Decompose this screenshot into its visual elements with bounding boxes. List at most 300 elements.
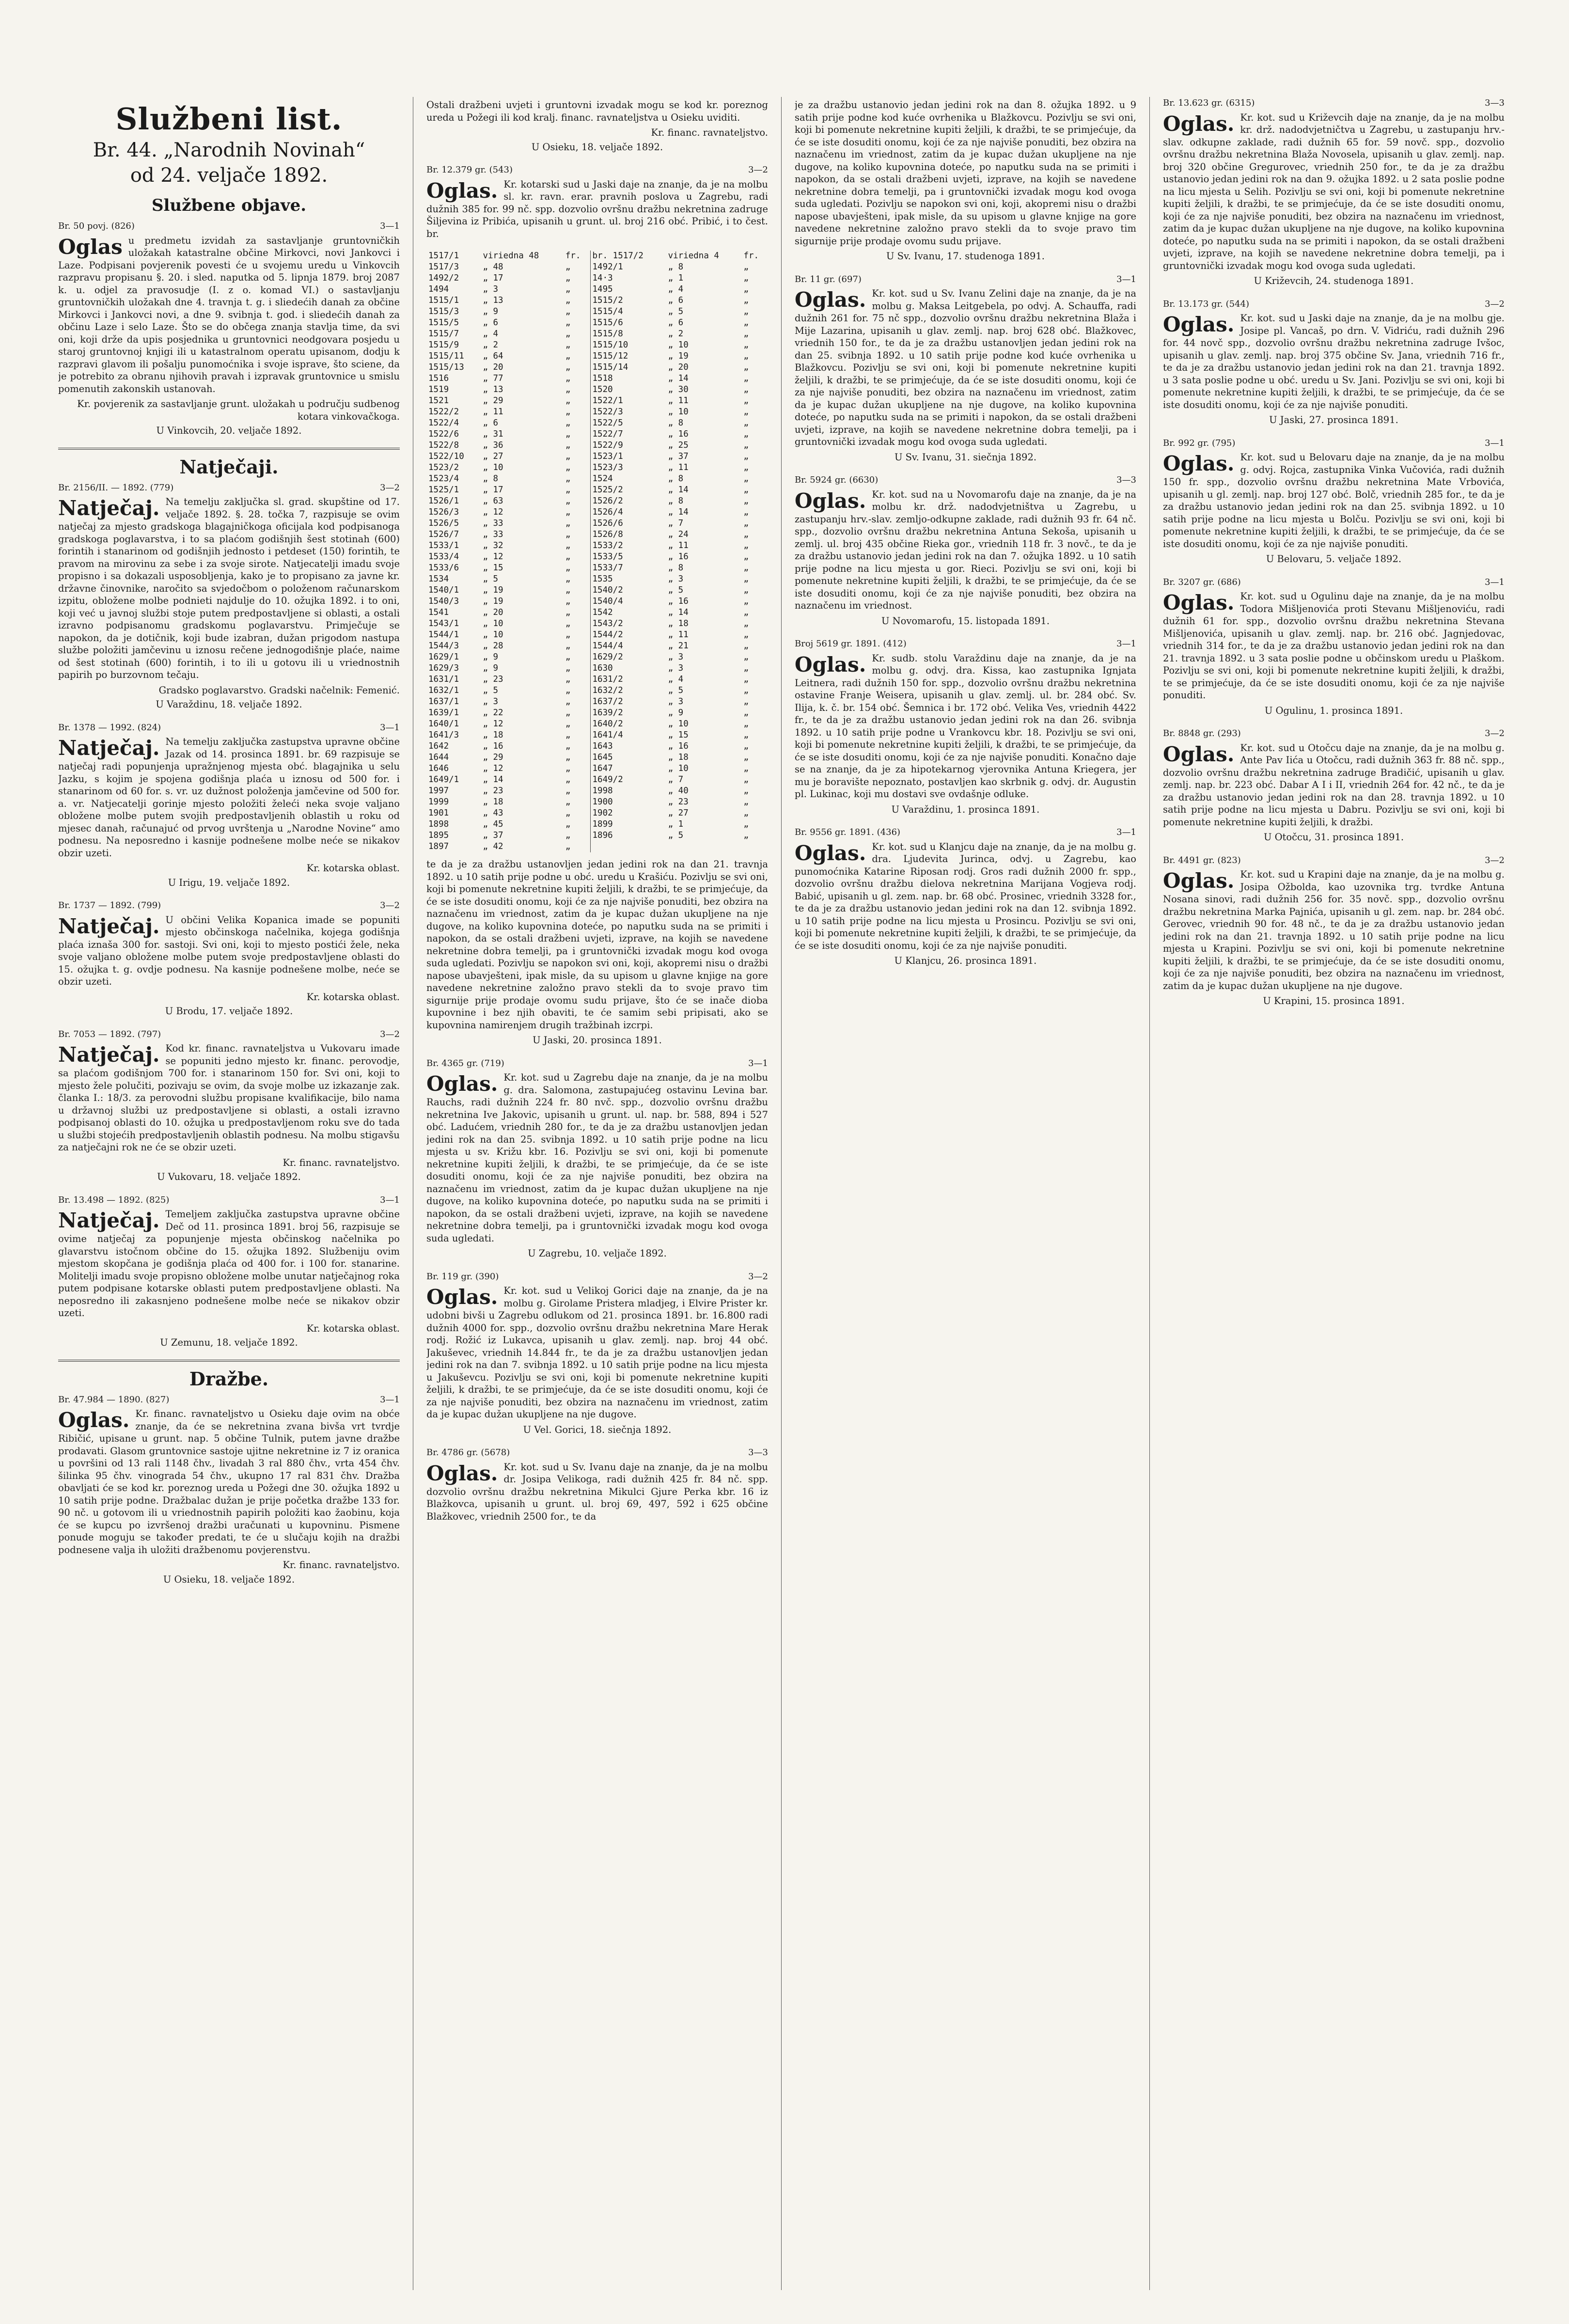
table-cell: „ 10 bbox=[483, 619, 503, 628]
table-cell: „ 4 bbox=[483, 329, 499, 339]
notice-number: Br. 12.379 gr. (543) bbox=[426, 165, 513, 175]
table-cell: 1526/8 bbox=[592, 530, 623, 539]
table-cell: 1999 bbox=[428, 797, 449, 807]
table-cell: 1544/3 bbox=[428, 641, 459, 651]
table-cell: viriedna 4 bbox=[668, 251, 719, 261]
table-cell: 1540/1 bbox=[428, 585, 459, 595]
table-cell: 1523/3 bbox=[592, 463, 623, 472]
table-cell: 1630 bbox=[592, 663, 613, 673]
table-row bbox=[426, 329, 768, 340]
table-cell: „ 16 bbox=[668, 552, 689, 562]
notice-header bbox=[58, 722, 400, 734]
table-cell: 1543/2 bbox=[592, 619, 623, 628]
table-cell: 1525/1 bbox=[428, 485, 459, 495]
table-row bbox=[426, 295, 768, 306]
notice-place-date: U Osieku, 18. veljače 1892. bbox=[163, 1573, 295, 1585]
notice-installment: 3—1 bbox=[1116, 274, 1136, 284]
notice-installment: 3—1 bbox=[380, 1194, 400, 1205]
notice-number: Br. 13.498 — 1892. (825) bbox=[58, 1194, 170, 1205]
notice bbox=[1163, 97, 1505, 287]
table-cell: 1492/2 bbox=[428, 273, 459, 283]
table-cell: „ bbox=[743, 318, 749, 328]
notice-place-date: U Varaždinu, 18. veljače 1892. bbox=[156, 699, 302, 710]
table-cell: 1522/10 bbox=[428, 452, 464, 461]
notice-body bbox=[795, 841, 1136, 952]
table-cell: „ 4 bbox=[668, 675, 684, 684]
notice-body bbox=[1163, 312, 1505, 411]
table-row bbox=[426, 819, 768, 830]
notice-lead-word: Oglas. bbox=[426, 178, 498, 203]
table-cell: „ bbox=[564, 295, 590, 306]
table-cell: „ 5 bbox=[668, 686, 684, 695]
notice-number: Br. 11 gr. (697) bbox=[795, 274, 862, 284]
table-cell: „ bbox=[564, 395, 590, 407]
notice-header bbox=[1163, 727, 1505, 740]
masthead-date: od 24. veljače 1892. bbox=[130, 164, 328, 187]
table-cell: „ 5 bbox=[668, 831, 684, 840]
notice-number: Br. 47.984 — 1890. (827) bbox=[58, 1394, 170, 1405]
table-cell: „ 37 bbox=[668, 452, 689, 461]
table-cell: „ bbox=[743, 686, 749, 695]
notice-place-date: U Vel. Gorici, 18. siečnja 1892. bbox=[523, 1424, 672, 1435]
table-cell: „ bbox=[743, 563, 749, 573]
table-cell: 1519 bbox=[428, 385, 449, 394]
notice bbox=[426, 164, 768, 240]
table-cell: 1522/9 bbox=[592, 440, 623, 450]
table-cell: „ bbox=[564, 418, 590, 429]
table-cell: „ 19 bbox=[483, 585, 503, 595]
table-cell: 1544/2 bbox=[592, 630, 623, 640]
table-cell: „ bbox=[564, 808, 590, 819]
table-cell: „ 14 bbox=[668, 608, 689, 617]
section-heading-natjecaji: Natječaji. bbox=[179, 455, 279, 478]
table-cell: 1525/2 bbox=[592, 485, 623, 495]
notice-list bbox=[795, 99, 1136, 967]
table-cell: 1643 bbox=[592, 741, 613, 751]
notice-number: Br. 119 gr. (390) bbox=[426, 1271, 499, 1282]
notice-lead-word: Oglas. bbox=[1163, 452, 1235, 475]
table-cell: „ 4 bbox=[668, 284, 684, 294]
table-cell: 1997 bbox=[428, 786, 449, 796]
table-cell: 1533/5 bbox=[592, 552, 623, 562]
table-cell: fr. bbox=[564, 251, 590, 262]
table-cell: „ bbox=[743, 552, 749, 562]
notice-header bbox=[426, 1446, 768, 1459]
notice-lead-word: Oglas bbox=[58, 235, 123, 259]
notice-header bbox=[58, 1194, 400, 1207]
table-cell: 1517/1 bbox=[428, 251, 459, 261]
table-cell: „ 25 bbox=[668, 440, 689, 450]
table-row bbox=[426, 251, 768, 262]
table-row bbox=[426, 340, 768, 351]
table-cell: „ bbox=[743, 429, 749, 439]
table-cell: „ 37 bbox=[483, 831, 503, 840]
notice-place-date: U Sv. Ivanu, 31. siečnja 1892. bbox=[894, 451, 1037, 463]
table-row bbox=[426, 407, 768, 418]
table-cell: 1543/1 bbox=[428, 619, 459, 628]
table-cell: „ bbox=[564, 574, 590, 585]
notice-body bbox=[58, 1408, 400, 1556]
notice-place-date: U Ogulinu, 1. prosinca 1891. bbox=[1264, 705, 1403, 716]
notice-number: Broj 5619 gr. 1891. (412) bbox=[795, 639, 907, 649]
notice-installment: 3—1 bbox=[1485, 438, 1505, 448]
table-cell: 1540/2 bbox=[592, 585, 623, 595]
table-cell: 1540/4 bbox=[592, 597, 623, 606]
table-cell: 1541 bbox=[428, 608, 449, 617]
table-cell: 1533/1 bbox=[428, 541, 459, 550]
table-cell: „ 11 bbox=[668, 630, 689, 640]
table-cell: 1900 bbox=[592, 797, 613, 807]
table-row bbox=[426, 540, 768, 551]
notice-place-date: U Belovaru, 5. veljače 1892. bbox=[1266, 553, 1402, 565]
column-1 bbox=[58, 97, 400, 2290]
table-cell: „ 77 bbox=[483, 374, 503, 383]
table-cell: „ 10 bbox=[668, 340, 689, 350]
table-row bbox=[426, 730, 768, 741]
table-cell: 1523/2 bbox=[428, 463, 459, 472]
table-cell: „ bbox=[564, 618, 590, 629]
table-cell: „ 7 bbox=[668, 775, 684, 785]
table-cell: 1515/11 bbox=[428, 351, 464, 361]
table-cell: „ 16 bbox=[668, 741, 689, 751]
notice-signature: Kr. kotarska oblast. bbox=[306, 1322, 400, 1334]
table-cell: 1522/6 bbox=[428, 429, 459, 439]
table-cell: „ 12 bbox=[483, 719, 503, 729]
table-cell: 1649/2 bbox=[592, 775, 623, 785]
table-cell: „ bbox=[564, 351, 590, 362]
table-cell: 1897 bbox=[428, 842, 449, 851]
notice-body bbox=[58, 235, 400, 395]
table-cell: „ bbox=[743, 463, 749, 472]
table-cell: „ bbox=[743, 407, 749, 417]
table-cell: 1526/2 bbox=[592, 496, 623, 506]
notice-lead-word: Natječaj. bbox=[58, 736, 160, 760]
table-cell: „ 1 bbox=[668, 273, 684, 283]
table-cell: „ 5 bbox=[483, 574, 499, 584]
table-cell: „ bbox=[743, 284, 749, 294]
table-cell: „ bbox=[743, 786, 749, 796]
table-cell: „ 11 bbox=[483, 407, 503, 417]
table-cell: 1649/1 bbox=[428, 775, 459, 785]
notice-installment: 3—3 bbox=[748, 1447, 768, 1458]
table-cell: 1526/4 bbox=[592, 507, 623, 517]
table-cell: fr. bbox=[743, 251, 759, 261]
notice bbox=[58, 899, 400, 1018]
table-cell: „ 1 bbox=[668, 819, 684, 829]
table-cell: „ bbox=[743, 296, 749, 305]
notice-place-date: U Vukovaru, 18. veljače 1892. bbox=[157, 1171, 301, 1182]
table-cell: „ bbox=[564, 696, 590, 707]
notice-header bbox=[58, 482, 400, 494]
table-cell: 1515/5 bbox=[428, 318, 459, 328]
section-divider bbox=[58, 448, 400, 450]
notice-place-date: U Osieku, 18. veljače 1892. bbox=[531, 141, 663, 153]
notice bbox=[1163, 727, 1505, 844]
table-cell: 1526/1 bbox=[428, 496, 459, 506]
notice-signature: Kr. kotarska oblast. bbox=[306, 863, 400, 874]
table-cell: „ 18 bbox=[483, 730, 503, 740]
notice-body bbox=[795, 488, 1136, 612]
table-row bbox=[426, 429, 768, 440]
table-cell: „ 18 bbox=[483, 797, 503, 807]
table-row bbox=[426, 652, 768, 663]
table-cell: „ bbox=[564, 451, 590, 462]
table-row bbox=[426, 351, 768, 362]
notice bbox=[58, 1394, 400, 1586]
notice bbox=[795, 99, 1136, 263]
table-cell: „ bbox=[564, 429, 590, 440]
table-cell: 1646 bbox=[428, 764, 449, 773]
table-row bbox=[426, 473, 768, 485]
table-cell: „ bbox=[564, 607, 590, 618]
notice-lead-word: Oglas. bbox=[1163, 313, 1235, 336]
table-cell: „ 10 bbox=[483, 463, 503, 472]
table-row bbox=[426, 262, 768, 273]
table-cell: „ 17 bbox=[483, 273, 503, 283]
table-row bbox=[426, 618, 768, 629]
notice-text: Na temelju zaključka zastupstva upravne občine Jazak od 14. prosinca 1891. br. 69 razpisuje se natječaj radi popunjenja upražnjenog mjesta obć. blagajnika u selu Jazku, s kojim je spojena godišnja plaća u iznosu od 500 for. i stanarinom od 60 for. s. vr. uz dužnost položenja jamčevine od 500 for. a. vr. Natjecatelji gorinje mjesto položiti želeći neka svoje valjano obložene molbe putem svojih predpostavljenih oblastih u roku od mjesec danah, računajuć od prvog uvrštenja u „Narodne Novine“ amo podnesu. Na neposredno i kasnije podnešene molbe neće se nikakov obzir uzeti. bbox=[58, 736, 400, 859]
notice-installment: 3—2 bbox=[748, 1271, 768, 1282]
table-cell: „ 16 bbox=[483, 741, 503, 751]
column-4 bbox=[1163, 97, 1505, 2290]
table-cell: 1522/4 bbox=[428, 418, 459, 428]
notice bbox=[58, 722, 400, 889]
table-cell bbox=[666, 841, 742, 852]
notice bbox=[426, 1446, 768, 1523]
notice-body bbox=[795, 652, 1136, 801]
table-row bbox=[426, 306, 768, 317]
table-cell: „ bbox=[564, 507, 590, 518]
notice-body bbox=[1163, 111, 1505, 272]
table-cell: 1492/1 bbox=[592, 262, 623, 272]
table-cell: 1515/6 bbox=[592, 318, 623, 328]
notice-installment: 3—1 bbox=[1485, 577, 1505, 587]
table-cell: 1515/1 bbox=[428, 296, 459, 305]
table-cell: „ bbox=[564, 563, 590, 574]
table-cell: 1632/2 bbox=[592, 686, 623, 695]
table-cell: „ 6 bbox=[668, 296, 684, 305]
table-cell: 1534 bbox=[428, 574, 449, 584]
notice bbox=[426, 99, 768, 153]
table-cell: „ bbox=[743, 730, 749, 740]
table-cell: „ 22 bbox=[483, 708, 503, 718]
table-cell: „ 10 bbox=[668, 719, 689, 729]
notice-text: te da je za dražbu ustanovljen jedan jedini rok na dan 21. travnja 1892. u 10 satih prije podne u obć. uredu u Krašiću. Pozivlju se svi oni, koji bi pomenute nekretnine kupiti željili, k dražbi, te se primjećuje, da će se iste dosuditi onomu, koji će za nje najviše ponuditi, bez obzira na naznačenu im vriednost, zatim da je kupac dužan ukupljene na nje dugove, na koliko kupovnina doteće, po naputku suda na se primiti i napokon, da se ostali dražbeni uvjeti, izprave, na kojih se navedene nekretnine dobra temelji, pa i gruntovnički izvadak mogu kod ovoga suda ugledati. Pozivlju se napokon svi oni, koji, akopremi nisu o dražbi napose ubavješteni, ipak misle, da su upisom u glavne knjige na gore navedene nekretnine založno pravo stekli da to svoje pravo tim sigurnije prije prodaje ovomu sudu prijave, što će se inače dioba kupovnine i bez njih obaviti, te će samim sebi pripisati, ako se kupovnina namirenjem drugih tražbinah izcrpi. bbox=[426, 859, 768, 1031]
table-cell: „ bbox=[564, 362, 590, 373]
table-cell: „ 13 bbox=[483, 385, 503, 394]
table-cell: „ 23 bbox=[668, 797, 689, 807]
notice-lead-word: Natječaj. bbox=[58, 496, 160, 520]
table-cell: 1516 bbox=[428, 374, 449, 383]
table-cell: „ 6 bbox=[668, 318, 684, 328]
table-cell: „ bbox=[564, 763, 590, 774]
notice-header bbox=[426, 1057, 768, 1070]
table-cell: „ 5 bbox=[668, 307, 684, 316]
table-cell: 1998 bbox=[592, 786, 613, 796]
table-cell: „ 14 bbox=[668, 485, 689, 495]
table-cell: „ 36 bbox=[483, 440, 503, 450]
table-cell: „ bbox=[564, 496, 590, 507]
table-cell: „ 29 bbox=[483, 753, 503, 762]
table-cell: 1526/5 bbox=[428, 518, 459, 528]
table-cell: „ 11 bbox=[668, 463, 689, 472]
notice-place-date: U Jaski, 27. prosinca 1891. bbox=[1269, 414, 1398, 425]
table-cell: „ bbox=[743, 307, 749, 316]
table-cell: „ bbox=[564, 273, 590, 284]
notice-lead-word: Oglas. bbox=[426, 1461, 498, 1485]
notice bbox=[1163, 576, 1505, 717]
notice-header bbox=[1163, 437, 1505, 450]
notice-number: Br. 9556 gr. 1891. (436) bbox=[795, 827, 901, 837]
notice-lead-word: Natječaj. bbox=[58, 914, 160, 938]
table-cell: „ bbox=[564, 407, 590, 418]
table-cell: 1632/1 bbox=[428, 686, 459, 695]
table-row bbox=[426, 485, 768, 496]
table-cell: 1544/1 bbox=[428, 630, 459, 640]
table-row bbox=[426, 707, 768, 719]
notice-number: Br. 4786 gr. (5678) bbox=[426, 1447, 510, 1458]
column-rule bbox=[1149, 97, 1150, 2290]
table-cell: „ bbox=[743, 641, 749, 651]
table-cell: „ bbox=[743, 585, 749, 595]
table-cell: „ bbox=[743, 630, 749, 640]
table-cell: 1535 bbox=[592, 574, 613, 584]
notice-header bbox=[58, 220, 400, 233]
table-cell: „ bbox=[564, 785, 590, 797]
table-cell: „ 27 bbox=[483, 452, 503, 461]
table-cell: „ bbox=[564, 518, 590, 529]
notice-place-date: U Sv. Ivanu, 17. studenoga 1891. bbox=[886, 251, 1045, 262]
table-cell: 1526/7 bbox=[428, 530, 459, 539]
table-cell: „ bbox=[564, 719, 590, 730]
table-cell: „ bbox=[743, 608, 749, 617]
section-heading-sluzbene: Službene objave. bbox=[151, 196, 307, 215]
table-cell: „ 33 bbox=[483, 518, 503, 528]
notice-header bbox=[795, 638, 1136, 650]
table-cell: „ 15 bbox=[483, 563, 503, 573]
table-cell bbox=[741, 841, 768, 852]
table-cell: „ 2 bbox=[483, 340, 499, 350]
notice-header bbox=[58, 899, 400, 912]
table-cell: „ 64 bbox=[483, 351, 503, 361]
table-row bbox=[426, 373, 768, 384]
notice-body bbox=[58, 736, 400, 859]
notice-lead-word: Oglas. bbox=[1163, 869, 1235, 893]
table-cell: „ 3 bbox=[668, 652, 684, 662]
notice-body bbox=[426, 1071, 768, 1244]
table-cell: „ bbox=[743, 797, 749, 807]
table-cell: 1637/1 bbox=[428, 697, 459, 707]
table-cell: 1520 bbox=[592, 385, 613, 394]
table-cell: „ bbox=[564, 707, 590, 719]
table-cell: „ bbox=[743, 362, 749, 372]
table-cell: „ bbox=[743, 741, 749, 751]
notice-installment: 3—2 bbox=[380, 1029, 400, 1039]
notice-text: Kr. kot. sud u Klanjcu daje na znanje, da je na molbu g. dra. Ljudevita Jurinca, odvj. u Zagrebu, kao punomoćnika Katarine Riposan rodj. Gros radi dužnih 2000 fr. spp., dozvolio ovršnu dražbu dielova nekretnina Marijana Vogjeva rodj. Babić, upisanih u gl. zem. nap. br. 68 obć. Prosinec, vriednih 3328 for., te da je za dražbu ustanovio jedan jedini rok na dan 12. svibnja 1892. u 10 satih prije podne na licu mjesta u Prosincu. Pozivlju se svi oni, koji bi pomenute nekretnine kupiti željili, k dražbi, te se primjećuje, da će se iste dosuditi onomu, koji će za nje najviše ponuditi. bbox=[795, 841, 1136, 951]
table-cell: 1637/2 bbox=[592, 697, 623, 707]
table-cell: „ 24 bbox=[668, 530, 689, 539]
notice-header bbox=[426, 164, 768, 176]
table-cell: 1902 bbox=[592, 808, 613, 818]
notice-installment: 3—1 bbox=[1116, 639, 1136, 649]
table-cell: 1898 bbox=[428, 819, 449, 829]
table-cell: „ bbox=[743, 719, 749, 729]
table-cell: 1896 bbox=[592, 831, 613, 840]
table-cell: „ 9 bbox=[483, 663, 499, 673]
notice-installment: 3—1 bbox=[380, 1394, 400, 1405]
notice-place-date: U Klanjcu, 26. prosinca 1891. bbox=[894, 955, 1037, 966]
table-cell: „ bbox=[743, 396, 749, 406]
table-cell: „ 9 bbox=[483, 652, 499, 662]
table-cell: „ bbox=[564, 730, 590, 741]
table-cell: 1517/3 bbox=[428, 262, 459, 272]
table-cell: „ bbox=[564, 663, 590, 674]
table-row bbox=[426, 585, 768, 596]
table-cell: „ 43 bbox=[483, 808, 503, 818]
table-row bbox=[426, 641, 768, 652]
notice-installment: 3—2 bbox=[748, 165, 768, 175]
notice-body bbox=[1163, 868, 1505, 992]
notice-text: Kr. kot. sud na u Novomarofu daje na znanje, da je na molbu kr. drž. nadodvjetništva u Zagrebu, u zastupanju hrv.-slav. zemljo-odkupne zaklade, radi dužnih 93 fr. 64 nč. spp., dozvolio ovršnu dražbu nekretnina Antuna Sekoša, upisanih u zemlj. ul. broj 435 občine Rieka gor., vriednih 118 fr. 3 novč., te da je za dražbu ustanovio jedan jedini rok na dan 7. ožujka 1892. u 10 satih prije podne na licu mjesta u gor. Rieci. Pozivlju se svi oni, koji bi pomenute nekretnine kupiti željili, k dražbi, te se primjećuje, da će se iste dosuditi onomu, koji će za nje najviše ponuditi, bez obzira na naznačenu im vriednost. bbox=[795, 488, 1136, 611]
table-cell: „ 28 bbox=[483, 641, 503, 651]
table-cell: 1526/3 bbox=[428, 507, 459, 517]
section-heading-drazbe: Dražbe. bbox=[189, 1367, 269, 1390]
notice-header bbox=[1163, 298, 1505, 311]
table-cell: „ 9 bbox=[483, 307, 499, 316]
table-cell: „ bbox=[564, 774, 590, 785]
table-row bbox=[426, 317, 768, 329]
table-cell: „ 3 bbox=[483, 697, 499, 707]
notice-header bbox=[1163, 576, 1505, 589]
notice-text: Kr. financ. ravnateljstvo u Osieku daje ovim na obće znanje, da će se nekretnina zvana bivša vrt tvrdje Ribičić, upisane u grunt. nap. 5 občine Tulnik, putem javne dražbe prodavati. Glasom gruntovnice sastoje ujitne nekretnine iz 7 iz oranica u površini od 13 rali 1148 čhv., livadah 3 ral 880 čhv., vrta 454 čhv. šilinka 95 čhv. vinograda 54 čhv., ukupno 17 ral 831 čhv. Dražba obavljati će se kod kr. poreznog ureda u Požegi dne 30. ožujka 1892 u 10 satih prije podne. Dražbalac dužan je prije početka dražbe 133 for. 90 nč. u gotovom ili u vriednostnih papirih položiti kao žaobinu, koja će se kupcu po izvršenoj dražbi uračunati u kupovninu. Pismene ponude moguju se također predati, te će u slučaju kojih na dražbi podnesene valja ih uložiti dražbenomu povjerenstvu. bbox=[58, 1408, 400, 1555]
table-cell: 1523/1 bbox=[592, 452, 623, 461]
table-cell: 1533/6 bbox=[428, 563, 459, 573]
table-cell: „ bbox=[743, 764, 749, 773]
table-cell: „ bbox=[743, 753, 749, 762]
table-cell: „ bbox=[743, 530, 749, 539]
table-cell: „ bbox=[743, 708, 749, 718]
table-cell: „ 14 bbox=[668, 507, 689, 517]
table-cell: 1515/3 bbox=[428, 307, 459, 316]
table-cell: 1515/13 bbox=[428, 362, 464, 372]
table-cell: 1526/6 bbox=[592, 518, 623, 528]
table-cell: 1645 bbox=[592, 753, 613, 762]
table-cell: „ 3 bbox=[668, 697, 684, 707]
table-cell: 1631/1 bbox=[428, 675, 459, 684]
table-cell: 1647 bbox=[592, 764, 613, 773]
table-cell: „ bbox=[564, 685, 590, 696]
table-row bbox=[426, 719, 768, 730]
table-cell: „ bbox=[564, 752, 590, 763]
notice-body bbox=[1163, 742, 1505, 829]
notice-header bbox=[58, 1028, 400, 1041]
notice-place-date: U Krapini, 15. prosinca 1891. bbox=[1263, 995, 1405, 1006]
table-cell: „ 63 bbox=[483, 496, 503, 506]
notice-lead-word: Oglas. bbox=[426, 1285, 498, 1309]
notice-list bbox=[426, 99, 768, 240]
table-cell: „ bbox=[743, 452, 749, 461]
table-cell: „ 12 bbox=[483, 552, 503, 562]
table-cell: 1522/8 bbox=[428, 440, 459, 450]
table-cell: „ bbox=[743, 374, 749, 383]
notice-signature: Kr. financ. ravnateljstvo. bbox=[651, 127, 768, 138]
table-cell: 1901 bbox=[428, 808, 449, 818]
table-cell: 1542 bbox=[592, 608, 613, 617]
table-cell: „ 21 bbox=[668, 641, 689, 651]
table-cell: 1524 bbox=[592, 474, 613, 484]
table-cell: 1515/8 bbox=[592, 329, 623, 339]
notice bbox=[795, 826, 1136, 967]
